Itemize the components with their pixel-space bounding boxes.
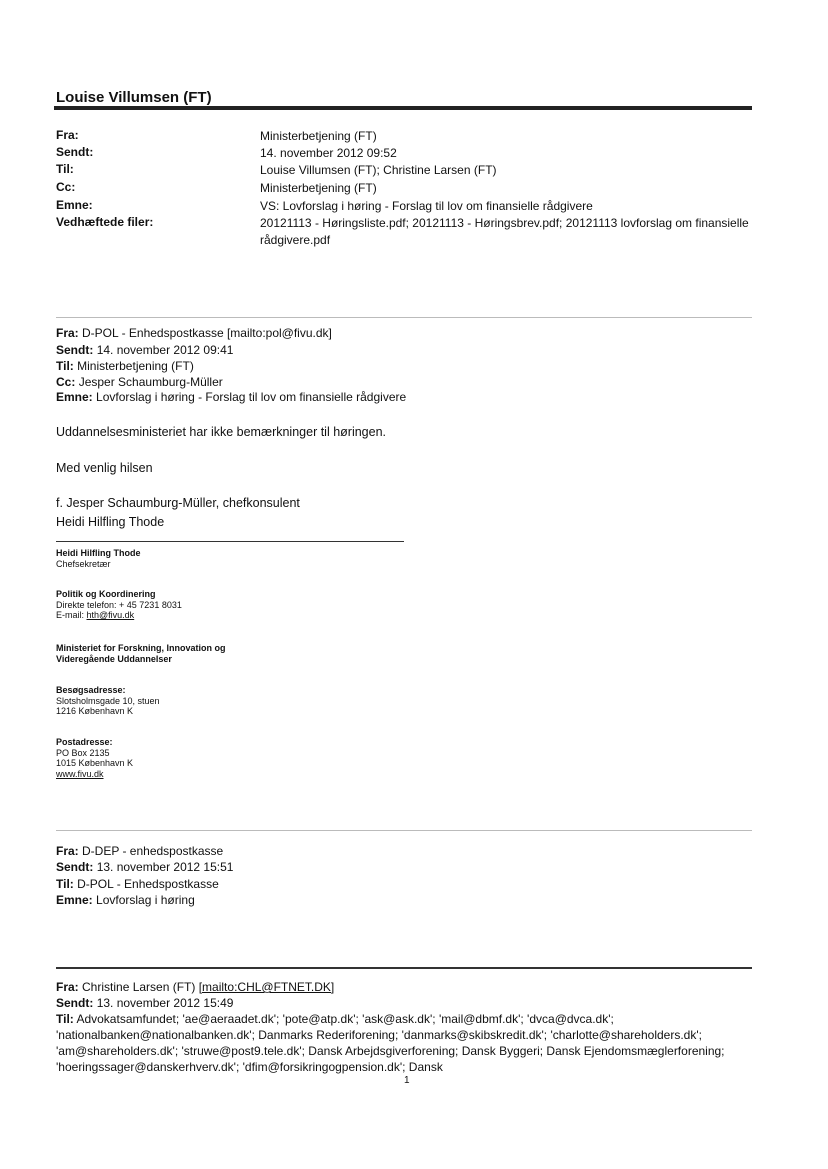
signature-rule	[56, 541, 404, 542]
msg1-greeting: Med venlig hilsen	[56, 461, 153, 475]
header-sent-value: 14. november 2012 09:52	[260, 146, 397, 160]
document-owner-name: Louise Villumsen (FT)	[56, 89, 212, 106]
header-rule	[54, 106, 752, 110]
signature-ministry: Ministeriet for Forskning, Innovation og Videregående Uddannelser	[56, 643, 226, 664]
msg3-from: Fra: Christine Larsen (FT) [mailto:CHL@FTNET.DK]	[56, 980, 335, 994]
msg2-sent: Sendt: 13. november 2012 15:51	[56, 860, 234, 874]
header-subject-label: Emne:	[56, 198, 93, 212]
msg2-to: Til: D-POL - Enhedspostkasse	[56, 877, 219, 891]
header-attachments-value: 20121113 - Høringsliste.pdf; 20121113 - Høringsbrev.pdf; 20121113 lovforslag om finansielle rådgivere.pdf	[260, 216, 749, 247]
msg1-subject: Emne: Lovforslag i høring - Forslag til lov om finansielle rådgivere	[56, 390, 407, 404]
message-separator	[56, 830, 752, 831]
header-sent-label: Sendt:	[56, 145, 94, 159]
header-to-label: Til:	[56, 162, 74, 176]
header-subject-value: VS: Lovforslag i høring - Forslag til lov om finansielle rådgivere	[260, 199, 593, 213]
msg3-to: Til: Advokatsamfundet; 'ae@aeraadet.dk'; 'pote@atp.dk'; 'ask@ask.dk'; 'mail@dbmf.dk'; 'dvca@dvca.dk'; 'nationalbanken@nationalbanken.dk'; Danmarks Rederiforening; 'danmarks@skibskredit.dk'; 'charlotte@shareholders.dk'; 'am@shareholders.dk'; 'struwe@post9.tele.dk'; Dansk Arbejdsgiverforening; Dansk Byggeri; Dansk Ejendomsmæglerforening; 'hoeringssager@danskerhverv.dk'; 'dfim@forsikringogpension.dk'; Dansk	[56, 1012, 725, 1074]
msg1-sent: Sendt: 14. november 2012 09:41	[56, 343, 234, 357]
header-from-label: Fra:	[56, 128, 79, 142]
header-attachments-label: Vedhæftede filer:	[56, 215, 154, 229]
message-separator	[56, 317, 752, 318]
msg1-from: Fra: D-POL - Enhedspostkasse [mailto:pol@fivu.dk]	[56, 326, 332, 340]
msg3-sent: Sendt: 13. november 2012 15:49	[56, 996, 234, 1010]
header-cc-value: Ministerbetjening (FT)	[260, 181, 377, 195]
msg1-cc: Cc: Jesper Schaumburg-Müller	[56, 375, 223, 389]
page-number: 1	[404, 1075, 410, 1086]
message-separator-dark	[56, 967, 752, 969]
msg3-header	[56, 979, 756, 1075]
signature-visit-address: Besøgsadresse: Slotsholmsgade 10, stuen 1216 København K	[56, 685, 160, 716]
msg1-body: Uddannelsesministeriet har ikke bemærkninger til høringen.	[56, 425, 387, 439]
signature-contact: Heidi Hilfling Thode Chefsekretær	[56, 548, 141, 569]
msg1-signer2: Heidi Hilfling Thode	[56, 515, 165, 529]
header-cc-label: Cc:	[56, 180, 76, 194]
msg3-mailto-link[interactable]: [mailto:CHL@FTNET.DK]	[198, 980, 335, 994]
msg2-subject: Emne: Lovforslag i høring	[56, 893, 195, 907]
msg1-signer1: f. Jesper Schaumburg-Müller, chefkonsulent	[56, 496, 300, 510]
signature-email-link[interactable]: hth@fivu.dk	[86, 610, 135, 620]
msg2-from: Fra: D-DEP - enhedspostkasse	[56, 844, 224, 858]
signature-department: Politik og Koordinering Direkte telefon: + 45 7231 8031 E-mail: hth@fivu.dk	[56, 589, 182, 620]
header-from-value: Ministerbetjening (FT)	[260, 129, 377, 143]
header-to-value: Louise Villumsen (FT); Christine Larsen (FT)	[260, 163, 497, 177]
signature-website-link[interactable]: www.fivu.dk	[56, 768, 104, 779]
msg1-to: Til: Ministerbetjening (FT)	[56, 359, 194, 373]
signature-post-address: Postadresse: PO Box 2135 1015 København K www.fivu.dk	[56, 737, 134, 779]
